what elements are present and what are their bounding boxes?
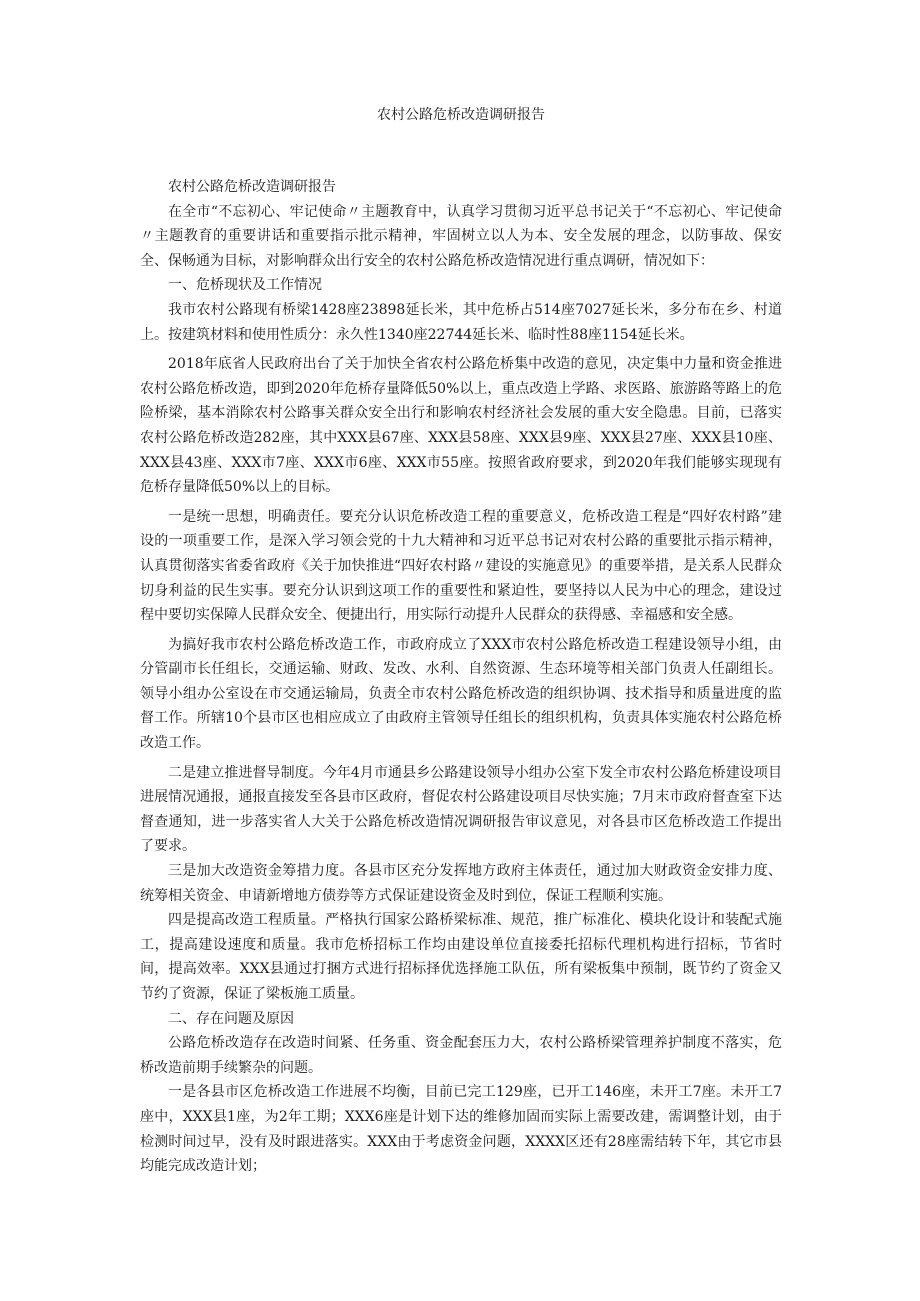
paragraph-bridge-status: 我市农村公路现有桥梁1428座23898延长米，其中危桥占514座7027延长米，多分布在乡、村道上。按建筑材料和使用性质分：永久性1340座22744延长米、临时性88座1154延长米。 bbox=[140, 301, 782, 343]
paragraph-supervision: 二是建立推进督导制度。今年4月市通县乡公路建设领导小组办公室下发全市农村公路危桥建设项目进展情况通报，通报直接发至各县市区政府，督促农村公路建设项目尽快实施；7月末市政府督查室下达督查通知，进一步落实省人大关于公路危桥改造情况调研报告审议意见，对各县市区危桥改造工作提出了要求。 bbox=[140, 764, 782, 855]
paragraph-leading-group: 为搞好我市农村公路危桥改造工作，市政府成立了XXX市农村公路危桥改造工程建设领导小组，由分管副市长任组长，交通运输、财政、发改、水利、自然资源、生态环境等相关部门负责人任副组长。领导小组办公室设在市交通运输局，负责全市农村公路危桥改造的组织协调、技术指导和质量进度的监督工作。所辖10个县市区也相应成立了由政府主管领导任组长的组织机构，负责具体实施农村公路危桥改造工作。 bbox=[140, 636, 782, 752]
paragraph-provincial-policy: 2018年底省人民政府出台了关于加快全省农村公路危桥集中改造的意见，决定集中力量和资金推进农村公路危桥改造，即到2020年危桥存量降低50%以上，重点改造上学路、求医路、旅游路等路上的危险桥梁，基本消除农村公路事关群众安全出行和影响农村经济社会发展的重大安全隐患。目前，已落实农村公路危桥改造282座，其中XXX县67座、XXX县58座、XXX县9座、XXX县27座、XXX县10座、XXX县43座、XXX市7座、XXX市6座、XXX市55座。按照省政府要求，到2020年我们能够实现现有危桥存量降低50%以上的目标。 bbox=[140, 356, 782, 496]
paragraph-subtitle: 农村公路危桥改造调研报告 bbox=[168, 179, 336, 195]
paragraph-intro: 在全市“不忘初心、牢记使命〃主题教育中，认真学习贯彻习近平总书记关于“不忘初心、牢记使命〃主题教育的重要讲话和重要指示批示精神，牢固树立以人为本、安全发展的理念，以防事故、保安全、保畅通为目标，对影响群众出行安全的农村公路危桥改造情况进行重点调研，情况如下： bbox=[140, 203, 782, 269]
document-title: 农村公路危桥改造调研报告 bbox=[377, 107, 545, 123]
paragraph-funding: 三是加大改造资金筹措力度。各县市区充分发挥地方政府主体责任，通过加大财政资金安排力度、统筹相关资金、申请新增地方债券等方式保证建设资金及时到位，保证工程顺利实施。 bbox=[140, 863, 782, 904]
paragraph-quality: 四是提高改造工程质量。严格执行国家公路桥梁标准、规范，推广标准化、模块化设计和装配式施工，提高建设速度和质量。我市危桥招标工作均由建设单位直接委托招标代理机构进行招标，节省时间，提高效率。XXX县通过打捆方式进行招标择优选择施工队伍，所有梁板集中预制，既节约了资金又节约了资源，保证了梁板施工质量。 bbox=[140, 912, 782, 1002]
paragraph-unify-thinking: 一是统一思想，明确责任。要充分认识危桥改造工程的重要意义，危桥改造工程是“四好农村路”建设的一项重要工作，是深入学习领会党的十九大精神和习近平总书记对农村公路的重要批示指示精神，认真贯彻落实省委省政府《关于加快推进“四好农村路〃建设的实施意见》的重要举措，是关系人民群众切身利益的民生实事。要充分认识到这项工作的重要性和紧迫性，要坚持以人民为中心的理念，建设过程中要切实保障人民群众安全、便捷出行，用实际行动提升人民群众的获得感、幸福感和安全感。 bbox=[140, 508, 782, 624]
paragraph-problems: 公路危桥改造存在改造时间紧、任务重、资金配套压力大，农村公路桥梁管理养护制度不落实，危桥改造前期手续繁杂的问题。 bbox=[140, 1035, 782, 1076]
section-heading-1: 一、危桥现状及工作情况 bbox=[168, 277, 322, 294]
paragraph-progress-uneven: 一是各县市区危桥改造工作进展不均衡，目前已完工129座，已开工146座，未开工7座。未开工7座中，XXX县1座，为2年工期；XXX6座是计划下达的维修加固而实际上需要改建，需调整计划，由于检测时间过早，没有及时跟进落实。XXX由于考虑资金问题，XXXX区还有28座需结转下年，其它市县均能完成改造计划； bbox=[140, 1084, 782, 1175]
section-heading-2: 二、存在问题及原因 bbox=[168, 1010, 294, 1027]
